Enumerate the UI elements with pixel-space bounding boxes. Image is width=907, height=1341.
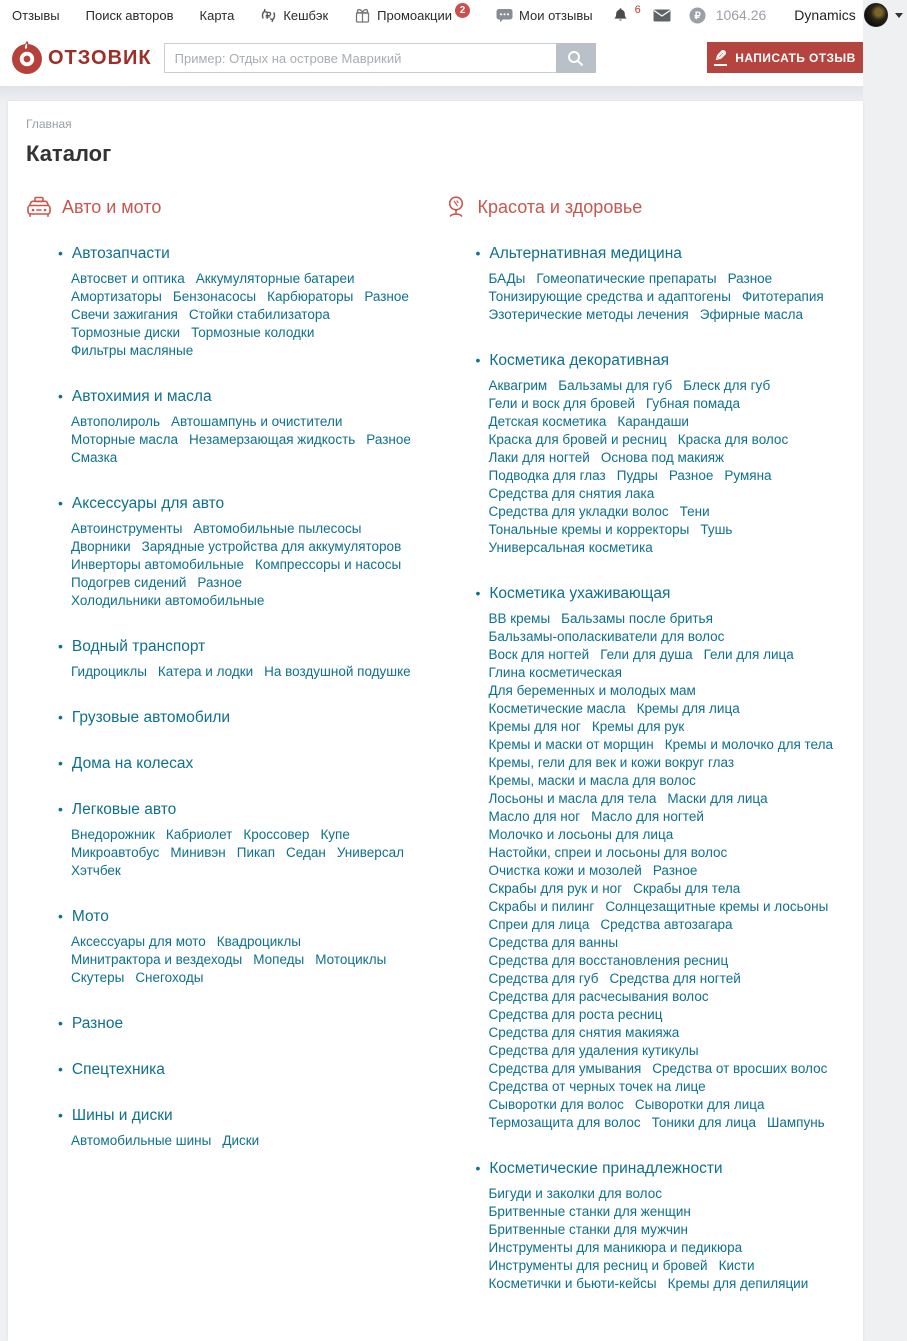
- catalog-link[interactable]: Краска для волос: [677, 432, 789, 447]
- bullet-icon: •: [58, 495, 63, 511]
- catalog-link[interactable]: Тушь: [700, 522, 733, 537]
- bullet-icon: •: [58, 388, 63, 404]
- catalog-link[interactable]: Глина косметическая: [488, 665, 622, 680]
- subcategory-section: [58, 1061, 430, 1079]
- subcategory-title-row: [476, 1160, 848, 1178]
- catalog-link[interactable]: Кремы, гели для век и кожи вокруг глаз: [488, 755, 735, 770]
- nav-author-search[interactable]: Поиск авторов: [85, 7, 174, 23]
- subcategory-list-auto: [26, 245, 430, 1150]
- subcategory-title-row: [58, 495, 430, 513]
- subcategory-links: [71, 1132, 430, 1150]
- ruble-coin-icon: [689, 7, 706, 24]
- catalog-link[interactable]: Лосьоны и масла для тела: [488, 791, 657, 806]
- catalog-link[interactable]: Косметички и бьюти-кейсы: [488, 1276, 657, 1291]
- catalog-link[interactable]: Краска для бровей и ресниц: [488, 432, 667, 447]
- catalog-link[interactable]: Блеск для губ: [683, 378, 771, 393]
- svg-text:₽: ₽: [694, 10, 701, 22]
- catalog-link[interactable]: Средства от вросших волос: [652, 1061, 828, 1076]
- catalog-link[interactable]: Мопеды: [253, 952, 305, 967]
- write-review-button[interactable]: [707, 42, 863, 73]
- catalog-link[interactable]: Стойки стабилизатора: [188, 307, 330, 322]
- catalog-link[interactable]: Инструменты для ресниц и бровей: [488, 1258, 708, 1273]
- subcategory-title-row: [476, 352, 848, 370]
- subcategory-link[interactable]: Альтернативная медицина: [489, 245, 682, 262]
- mirror-icon: [444, 195, 468, 219]
- subcategory-section: [476, 1160, 848, 1293]
- subcategory-section: [58, 801, 430, 880]
- catalog-link[interactable]: Спреи для лица: [488, 917, 590, 932]
- subcategory-links: [71, 413, 430, 467]
- catalog-link[interactable]: Катера и лодки: [157, 664, 254, 679]
- subcategory-links: [489, 270, 848, 324]
- catalog-link[interactable]: Автошампунь и очистители: [171, 414, 343, 429]
- nav-promos-label: Промоакции: [377, 7, 453, 23]
- catalog-link[interactable]: Аквагрим: [488, 378, 548, 393]
- subcategory-title-row: [476, 585, 848, 603]
- catalog-link[interactable]: Кремы для депиляции: [667, 1276, 809, 1291]
- catalog-link[interactable]: Средства для губ: [488, 971, 599, 986]
- nav-reviews[interactable]: Отзывы: [12, 7, 60, 23]
- subcategory-links: [71, 520, 430, 610]
- avatar: [864, 3, 888, 27]
- catalog-link[interactable]: Маски для лица: [667, 791, 768, 806]
- catalog-link[interactable]: Автополироль: [71, 414, 160, 429]
- catalog-link[interactable]: Кабриолет: [165, 827, 233, 842]
- catalog-link[interactable]: Разное: [364, 289, 409, 304]
- catalog-link[interactable]: Свечи зажигания: [71, 307, 178, 322]
- write-review-label: НАПИСАТЬ ОТЗЫВ: [735, 50, 856, 65]
- bullet-icon: •: [58, 755, 63, 771]
- subcategory-link[interactable]: Водный транспорт: [71, 638, 206, 655]
- notifications-bell[interactable]: [613, 4, 641, 23]
- catalog-link[interactable]: Термозащита для волос: [488, 1115, 641, 1130]
- catalog-link[interactable]: Гомеопатические препараты: [536, 271, 717, 286]
- subcategory-links: [489, 1185, 848, 1293]
- catalog-link[interactable]: Косметические масла: [488, 701, 626, 716]
- user-menu[interactable]: [766, 3, 902, 27]
- catalog-link[interactable]: Купе: [320, 827, 350, 842]
- catalog-link[interactable]: Лаки для ногтей: [488, 450, 590, 465]
- catalog-link[interactable]: Разное: [197, 575, 242, 590]
- catalog-link[interactable]: Компрессоры и насосы: [254, 557, 402, 572]
- catalog: [18, 185, 853, 1321]
- subcategory-link[interactable]: Автохимия и масла: [71, 388, 212, 405]
- promo-count-badge: 2: [455, 3, 470, 18]
- catalog-link[interactable]: Пудры: [616, 468, 658, 483]
- category-title: Красота и здоровье: [477, 196, 643, 217]
- subcategory-link[interactable]: Аксессуары для авто: [71, 495, 225, 512]
- subcategory-section: [476, 585, 848, 1132]
- messages-envelope[interactable]: [653, 9, 677, 22]
- bullet-icon: •: [58, 245, 63, 261]
- catalog-link[interactable]: Кисти: [718, 1258, 755, 1273]
- logo-icon: [10, 41, 44, 75]
- catalog-link[interactable]: Бигуди и заколки для волос: [488, 1186, 662, 1201]
- catalog-link[interactable]: Тени: [679, 504, 710, 519]
- catalog-link[interactable]: На воздушной подушке: [264, 664, 411, 679]
- catalog-link[interactable]: Средства для восстановления ресниц: [488, 953, 729, 968]
- bullet-icon: •: [475, 585, 481, 601]
- catalog-link[interactable]: Минивэн: [170, 845, 226, 860]
- catalog-link[interactable]: Кремы для ног: [488, 719, 581, 734]
- catalog-link[interactable]: Румяна: [724, 468, 772, 483]
- pencil-icon: ✎: [714, 47, 728, 65]
- category-column-beauty: [436, 185, 854, 1321]
- catalog-link[interactable]: Масло для ног: [488, 809, 581, 824]
- bullet-icon: •: [58, 1107, 63, 1123]
- catalog-link[interactable]: Кремы, маски и масла для волос: [488, 773, 696, 788]
- subcategory-link[interactable]: Автозапчасти: [71, 245, 170, 262]
- catalog-link[interactable]: Карбюраторы: [267, 289, 354, 304]
- catalog-link[interactable]: Разное: [668, 468, 714, 483]
- notifications-count: 6: [634, 4, 641, 16]
- catalog-link[interactable]: Фитотерапия: [741, 289, 824, 304]
- catalog-link[interactable]: БАДы: [488, 271, 526, 286]
- nav-cashback-label: Кешбэк: [283, 7, 329, 23]
- search-button[interactable]: [556, 43, 596, 73]
- catalog-link[interactable]: Фильтры масляные: [71, 343, 194, 358]
- catalog-link[interactable]: Воск для ногтей: [488, 647, 590, 662]
- catalog-link[interactable]: Инструменты для маникюра и педикюра: [488, 1240, 743, 1255]
- logo[interactable]: [10, 41, 152, 75]
- catalog-link[interactable]: Детская косметика: [488, 414, 607, 429]
- category-header-auto[interactable]: [26, 195, 430, 219]
- balance-indicator[interactable]: [689, 7, 767, 24]
- subcategory-link[interactable]: Легковые авто: [71, 801, 177, 818]
- catalog-link[interactable]: Средства для ногтей: [609, 971, 741, 986]
- catalog-link[interactable]: Дворники: [71, 539, 131, 554]
- subcategory-title-row: [58, 755, 430, 773]
- catalog-link[interactable]: Холодильники автомобильные: [71, 593, 265, 608]
- catalog-link[interactable]: Бальзамы после бритья: [561, 611, 713, 626]
- catalog-link[interactable]: Скрабы и пилинг: [488, 899, 595, 914]
- top-navigation: [0, 0, 863, 30]
- catalog-link[interactable]: Гели для лица: [703, 647, 794, 662]
- catalog-link[interactable]: Автосвет и оптика: [71, 271, 185, 286]
- catalog-link[interactable]: Эфирные масла: [699, 307, 803, 322]
- subcategory-section: [58, 908, 430, 987]
- catalog-link[interactable]: Средства для укладки волос: [488, 504, 669, 519]
- bullet-icon: •: [58, 709, 63, 725]
- subcategory-title-row: [476, 245, 848, 263]
- catalog-link[interactable]: Средства для снятия макияжа: [488, 1025, 680, 1040]
- bullet-icon: •: [58, 638, 63, 654]
- catalog-link[interactable]: Скутеры: [71, 970, 125, 985]
- catalog-link[interactable]: Пикап: [236, 845, 275, 860]
- subcategory-links: [71, 826, 430, 880]
- catalog-link[interactable]: Автомобильные шины: [71, 1133, 212, 1148]
- catalog-link[interactable]: Бензонасосы: [172, 289, 257, 304]
- catalog-link[interactable]: Солнцезащитные кремы и лосьоны: [605, 899, 829, 914]
- catalog-link[interactable]: Средства для удаления кутикулы: [488, 1043, 699, 1058]
- catalog-link[interactable]: Микроавтобус: [71, 845, 160, 860]
- catalog-link[interactable]: Зарядные устройства для аккумуляторов: [141, 539, 402, 554]
- bullet-icon: •: [58, 801, 63, 817]
- subcategory-link[interactable]: Спецтехника: [71, 1061, 165, 1078]
- bell-icon: [613, 7, 628, 23]
- category-header-beauty[interactable]: [444, 195, 848, 219]
- subcategory-title-row: [58, 1107, 430, 1125]
- subcategory-section: [58, 388, 430, 467]
- catalog-link[interactable]: Молочко и лосьоны для лица: [488, 827, 674, 842]
- bullet-icon: •: [58, 1061, 63, 1077]
- subcategory-link[interactable]: Шины и диски: [71, 1107, 173, 1124]
- catalog-link[interactable]: Кремы для рук: [591, 719, 685, 734]
- subcategory-link[interactable]: Дома на колесах: [71, 755, 194, 772]
- subcategory-section: [58, 495, 430, 610]
- nav-my-reviews-label: Мои отзывы: [519, 7, 593, 23]
- subcategory-link[interactable]: Разное: [71, 1015, 124, 1032]
- content-card: [8, 101, 863, 1341]
- subcategory-section: [58, 709, 430, 727]
- nav-cashback[interactable]: [260, 7, 328, 24]
- catalog-link[interactable]: ВВ кремы: [488, 611, 551, 626]
- subcategory-link[interactable]: Косметика ухаживающая: [489, 585, 671, 602]
- catalog-link[interactable]: Бальзамы-ополаскиватели для волос: [488, 629, 725, 644]
- catalog-link[interactable]: Подводка для глаз: [488, 468, 606, 483]
- subcategory-links: [489, 377, 848, 557]
- subcategory-section: [58, 1107, 430, 1150]
- subcategory-title-row: [58, 709, 430, 727]
- catalog-link[interactable]: Средства для снятия лака: [488, 486, 655, 501]
- subcategory-section: [476, 352, 848, 557]
- subcategory-title-row: [58, 638, 430, 656]
- subcategory-title-row: [58, 908, 430, 926]
- catalog-link[interactable]: Сыворотки для волос: [488, 1097, 624, 1112]
- nav-promos[interactable]: [354, 4, 470, 24]
- car-icon: [26, 195, 52, 219]
- subcategory-title-row: [58, 801, 430, 819]
- nav-map[interactable]: Карта: [199, 7, 235, 23]
- subcategory-link[interactable]: Косметика декоративная: [489, 352, 670, 369]
- catalog-link[interactable]: Масло для ногтей: [591, 809, 704, 824]
- catalog-link[interactable]: Подогрев сидений: [71, 575, 187, 590]
- logo-text: ОТЗОВИК: [48, 46, 152, 69]
- catalog-link[interactable]: Средства от черных точек на лице: [488, 1079, 706, 1094]
- catalog-link[interactable]: Кремы для лица: [636, 701, 740, 716]
- catalog-link[interactable]: Основа под макияж: [600, 450, 725, 465]
- subcategory-title-row: [58, 388, 430, 406]
- subcategory-list-beauty: [444, 245, 848, 1293]
- subcategory-title-row: [58, 245, 430, 263]
- balance-amount: 1064.26: [715, 7, 767, 23]
- catalog-link[interactable]: Средства для роста ресниц: [488, 1007, 663, 1022]
- bullet-icon: •: [475, 1160, 481, 1176]
- search-icon: [567, 50, 584, 67]
- subcategory-title-row: [58, 1061, 430, 1079]
- category-column-auto: [18, 185, 436, 1321]
- catalog-link[interactable]: Эзотерические методы лечения: [488, 307, 689, 322]
- bullet-icon: •: [58, 908, 63, 924]
- catalog-link[interactable]: Тормозные колодки: [191, 325, 315, 340]
- subcategory-link[interactable]: Грузовые автомобили: [71, 709, 231, 726]
- chevron-down-icon: [895, 13, 903, 18]
- catalog-link[interactable]: Скрабы для рук и ног: [488, 881, 623, 896]
- catalog-link[interactable]: Разное: [727, 271, 773, 286]
- subcategory-links: [71, 270, 430, 360]
- subcategory-links: [489, 610, 848, 1132]
- header-divider-band: [0, 86, 863, 101]
- catalog-link[interactable]: Хэтчбек: [71, 863, 121, 878]
- search-box: [164, 43, 596, 73]
- catalog-link[interactable]: Гидроциклы: [71, 664, 147, 679]
- catalog-link[interactable]: Средства для расчесывания волос: [488, 989, 709, 1004]
- catalog-link[interactable]: Амортизаторы: [71, 289, 162, 304]
- catalog-link[interactable]: Незамерзающая жидкость: [189, 432, 356, 447]
- catalog-link[interactable]: Инверторы автомобильные: [71, 557, 244, 572]
- catalog-link[interactable]: Скрабы для тела: [633, 881, 741, 896]
- cashback-ruble-arrows-icon: [260, 7, 277, 24]
- site-header: [0, 30, 863, 86]
- catalog-link[interactable]: Гели и воск для бровей: [488, 396, 635, 411]
- nav-my-reviews[interactable]: [496, 8, 593, 23]
- subcategory-section: [58, 1015, 430, 1033]
- search-input[interactable]: [164, 43, 556, 73]
- catalog-link[interactable]: Средства автозагара: [600, 917, 733, 932]
- catalog-link[interactable]: Диски: [222, 1133, 260, 1148]
- catalog-link[interactable]: Седан: [286, 845, 326, 860]
- catalog-link[interactable]: Для беременных и молодых мам: [488, 683, 696, 698]
- catalog-link[interactable]: Минитрактора и вездеходы: [71, 952, 243, 967]
- catalog-link[interactable]: Тоники для лица: [651, 1115, 756, 1130]
- page-title: Каталог: [26, 141, 112, 166]
- catalog-link[interactable]: Внедорожник: [71, 827, 155, 842]
- catalog-link[interactable]: Смазка: [71, 450, 118, 465]
- subcategory-links: [71, 663, 430, 681]
- catalog-link[interactable]: Гели для душа: [600, 647, 693, 662]
- catalog-link[interactable]: Шампунь: [767, 1115, 825, 1130]
- speech-bubble-icon: [496, 8, 513, 23]
- catalog-link[interactable]: Карандаши: [617, 414, 689, 429]
- subcategory-links: [71, 933, 430, 987]
- catalog-link[interactable]: Квадроциклы: [216, 934, 301, 949]
- catalog-link[interactable]: Бальзамы для губ: [558, 378, 673, 393]
- catalog-link[interactable]: Разное: [366, 432, 411, 447]
- catalog-link[interactable]: Моторные масла: [71, 432, 178, 447]
- catalog-link[interactable]: Очистка кожи и мозолей: [488, 863, 642, 878]
- catalog-link[interactable]: Средства для ванны: [488, 935, 619, 950]
- catalog-link[interactable]: Губная помада: [646, 396, 741, 411]
- bullet-icon: •: [58, 1015, 63, 1031]
- subcategory-link[interactable]: Косметические принадлежности: [489, 1160, 723, 1177]
- catalog-link[interactable]: Универсальная косметика: [488, 540, 653, 555]
- subcategory-section: [58, 755, 430, 773]
- username: Dynamics: [794, 7, 856, 23]
- category-title: Авто и мото: [62, 196, 162, 217]
- subcategory-link[interactable]: Мото: [71, 908, 109, 925]
- catalog-link[interactable]: Бритвенные станки для женщин: [488, 1204, 691, 1219]
- catalog-link[interactable]: Мотоциклы: [315, 952, 387, 967]
- svg-text:₽: ₽: [265, 10, 272, 21]
- bullet-icon: •: [475, 245, 481, 261]
- catalog-link[interactable]: Автоинструменты: [71, 521, 183, 536]
- catalog-link[interactable]: Универсал: [336, 845, 404, 860]
- catalog-link[interactable]: Тональные кремы и корректоры: [488, 522, 690, 537]
- catalog-link[interactable]: Снегоходы: [135, 970, 204, 985]
- bullet-icon: •: [475, 352, 481, 368]
- subcategory-section: [476, 245, 848, 324]
- catalog-link[interactable]: Тонизирующие средства и адаптогены: [488, 289, 731, 304]
- catalog-link[interactable]: Кремы и молочко для тела: [664, 737, 833, 752]
- catalog-link[interactable]: Кроссовер: [243, 827, 310, 842]
- catalog-link[interactable]: Тормозные диски: [71, 325, 181, 340]
- gift-icon: [354, 7, 371, 24]
- catalog-link[interactable]: Средства для умывания: [488, 1061, 642, 1076]
- catalog-link[interactable]: Аккумуляторные батареи: [195, 271, 355, 286]
- subcategory-section: [58, 638, 430, 681]
- breadcrumb[interactable]: Главная: [26, 117, 72, 131]
- catalog-link[interactable]: Настойки, спреи и лосьоны для волос: [488, 845, 728, 860]
- envelope-icon: [653, 9, 671, 22]
- catalog-link[interactable]: Сыворотки для лица: [634, 1097, 765, 1112]
- catalog-link[interactable]: Аксессуары для мото: [71, 934, 206, 949]
- catalog-link[interactable]: Бритвенные станки для мужчин: [488, 1222, 688, 1237]
- catalog-link[interactable]: Разное: [652, 863, 698, 878]
- subcategory-title-row: [58, 1015, 430, 1033]
- subcategory-section: [58, 245, 430, 360]
- catalog-link[interactable]: Кремы и маски от морщин: [488, 737, 654, 752]
- catalog-link[interactable]: Автомобильные пылесосы: [193, 521, 362, 536]
